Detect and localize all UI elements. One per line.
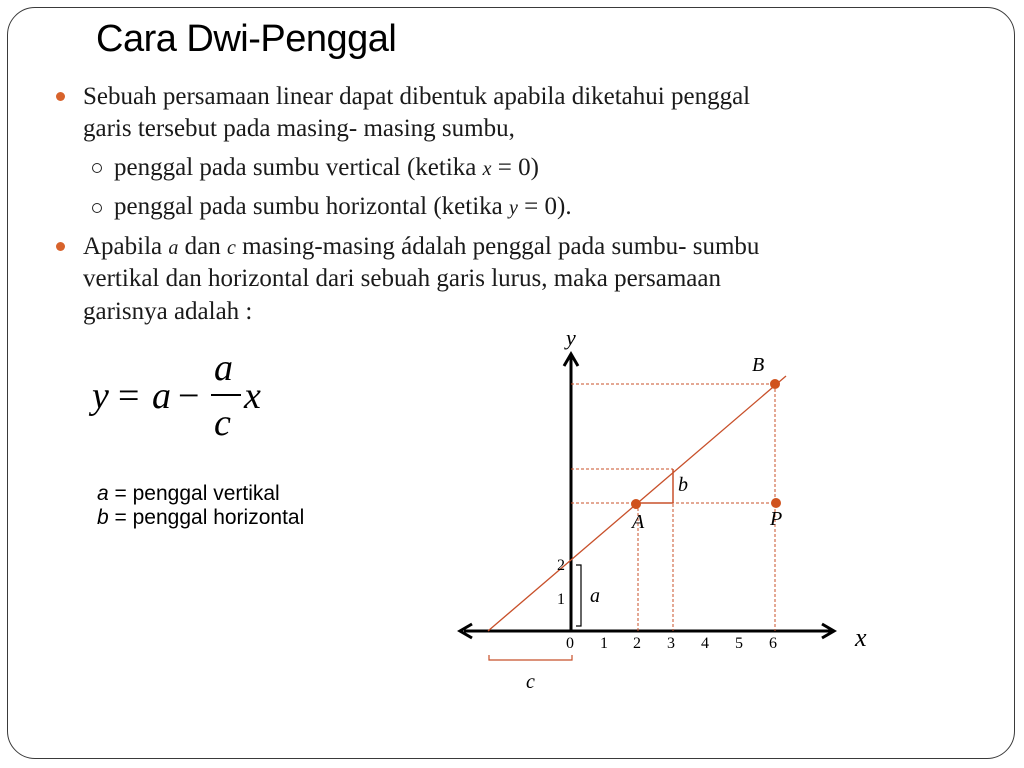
formula-minus: − [178,375,200,417]
bullet-2-text-mid: dan [178,233,227,260]
slide-title: Cara Dwi-Penggal [96,18,397,60]
sub-bullet-1-text: penggal pada sumbu vertical (ketika [114,154,483,181]
label-b: b [678,474,688,496]
bullet-2-var-a: a [168,237,179,259]
formula-numerator: a [214,347,233,389]
sub-bullet-1-end: = 0) [491,154,539,181]
formula-equals: = [118,375,140,417]
sub-bullet-2-text: penggal pada sumbu horizontal (ketika [114,193,510,220]
legend-b-var: b [97,506,109,529]
sub-bullet-1-var: x [482,158,492,180]
label-A: A [632,511,645,533]
bullet-2-text-post: masing-masing ádalah penggal pada sumbu- sumbu [235,233,760,260]
y-tick-2: 2 [557,557,565,574]
bullet-2-text-pre: Apabila [83,233,169,260]
point-A [631,499,641,509]
point-P [771,498,781,508]
formula-a: a [152,375,171,417]
bracket-c [489,655,572,660]
formula-x: x [244,375,261,417]
x-tick-3: 3 [667,635,675,652]
sub-bullet-2-end: = 0). [517,193,572,220]
label-P: P [770,508,783,530]
bullet-1-line-2: garis tersebut pada masing- masing sumbu, [83,115,515,142]
x-tick-5: 5 [735,635,743,652]
x-tick-0: 0 [566,635,574,652]
legend-b-text: = penggal horizontal [108,506,305,529]
x-tick-6: 6 [769,635,777,652]
bullet-2-line-3: garisnya adalah : [83,298,253,325]
label-c: c [526,671,535,693]
point-B [770,379,780,389]
x-tick-4: 4 [701,635,709,652]
bullet-2-line-2: vertikal dan horizontal dari sebuah garis lurus, maka persamaan [83,265,721,292]
formula-denominator: c [214,402,231,444]
bullet-2-var-c: c [227,237,236,259]
label-a: a [590,585,600,607]
y-tick-1: 1 [557,591,565,608]
legend-a-text: = penggal vertikal [108,482,280,505]
label-B: B [752,354,765,376]
bullet-1-line-1: Sebuah persamaan linear dapat dibentuk apabila diketahui penggal [83,83,751,110]
sub-bullet-2-var: y [509,197,518,219]
x-axis-label: x [855,623,867,652]
x-tick-1: 1 [600,635,608,652]
y-axis-label: y [566,325,576,350]
formula-lhs: y [92,375,109,417]
x-tick-2: 2 [633,635,641,652]
legend-a-var: a [97,482,109,505]
bracket-a [576,565,581,626]
